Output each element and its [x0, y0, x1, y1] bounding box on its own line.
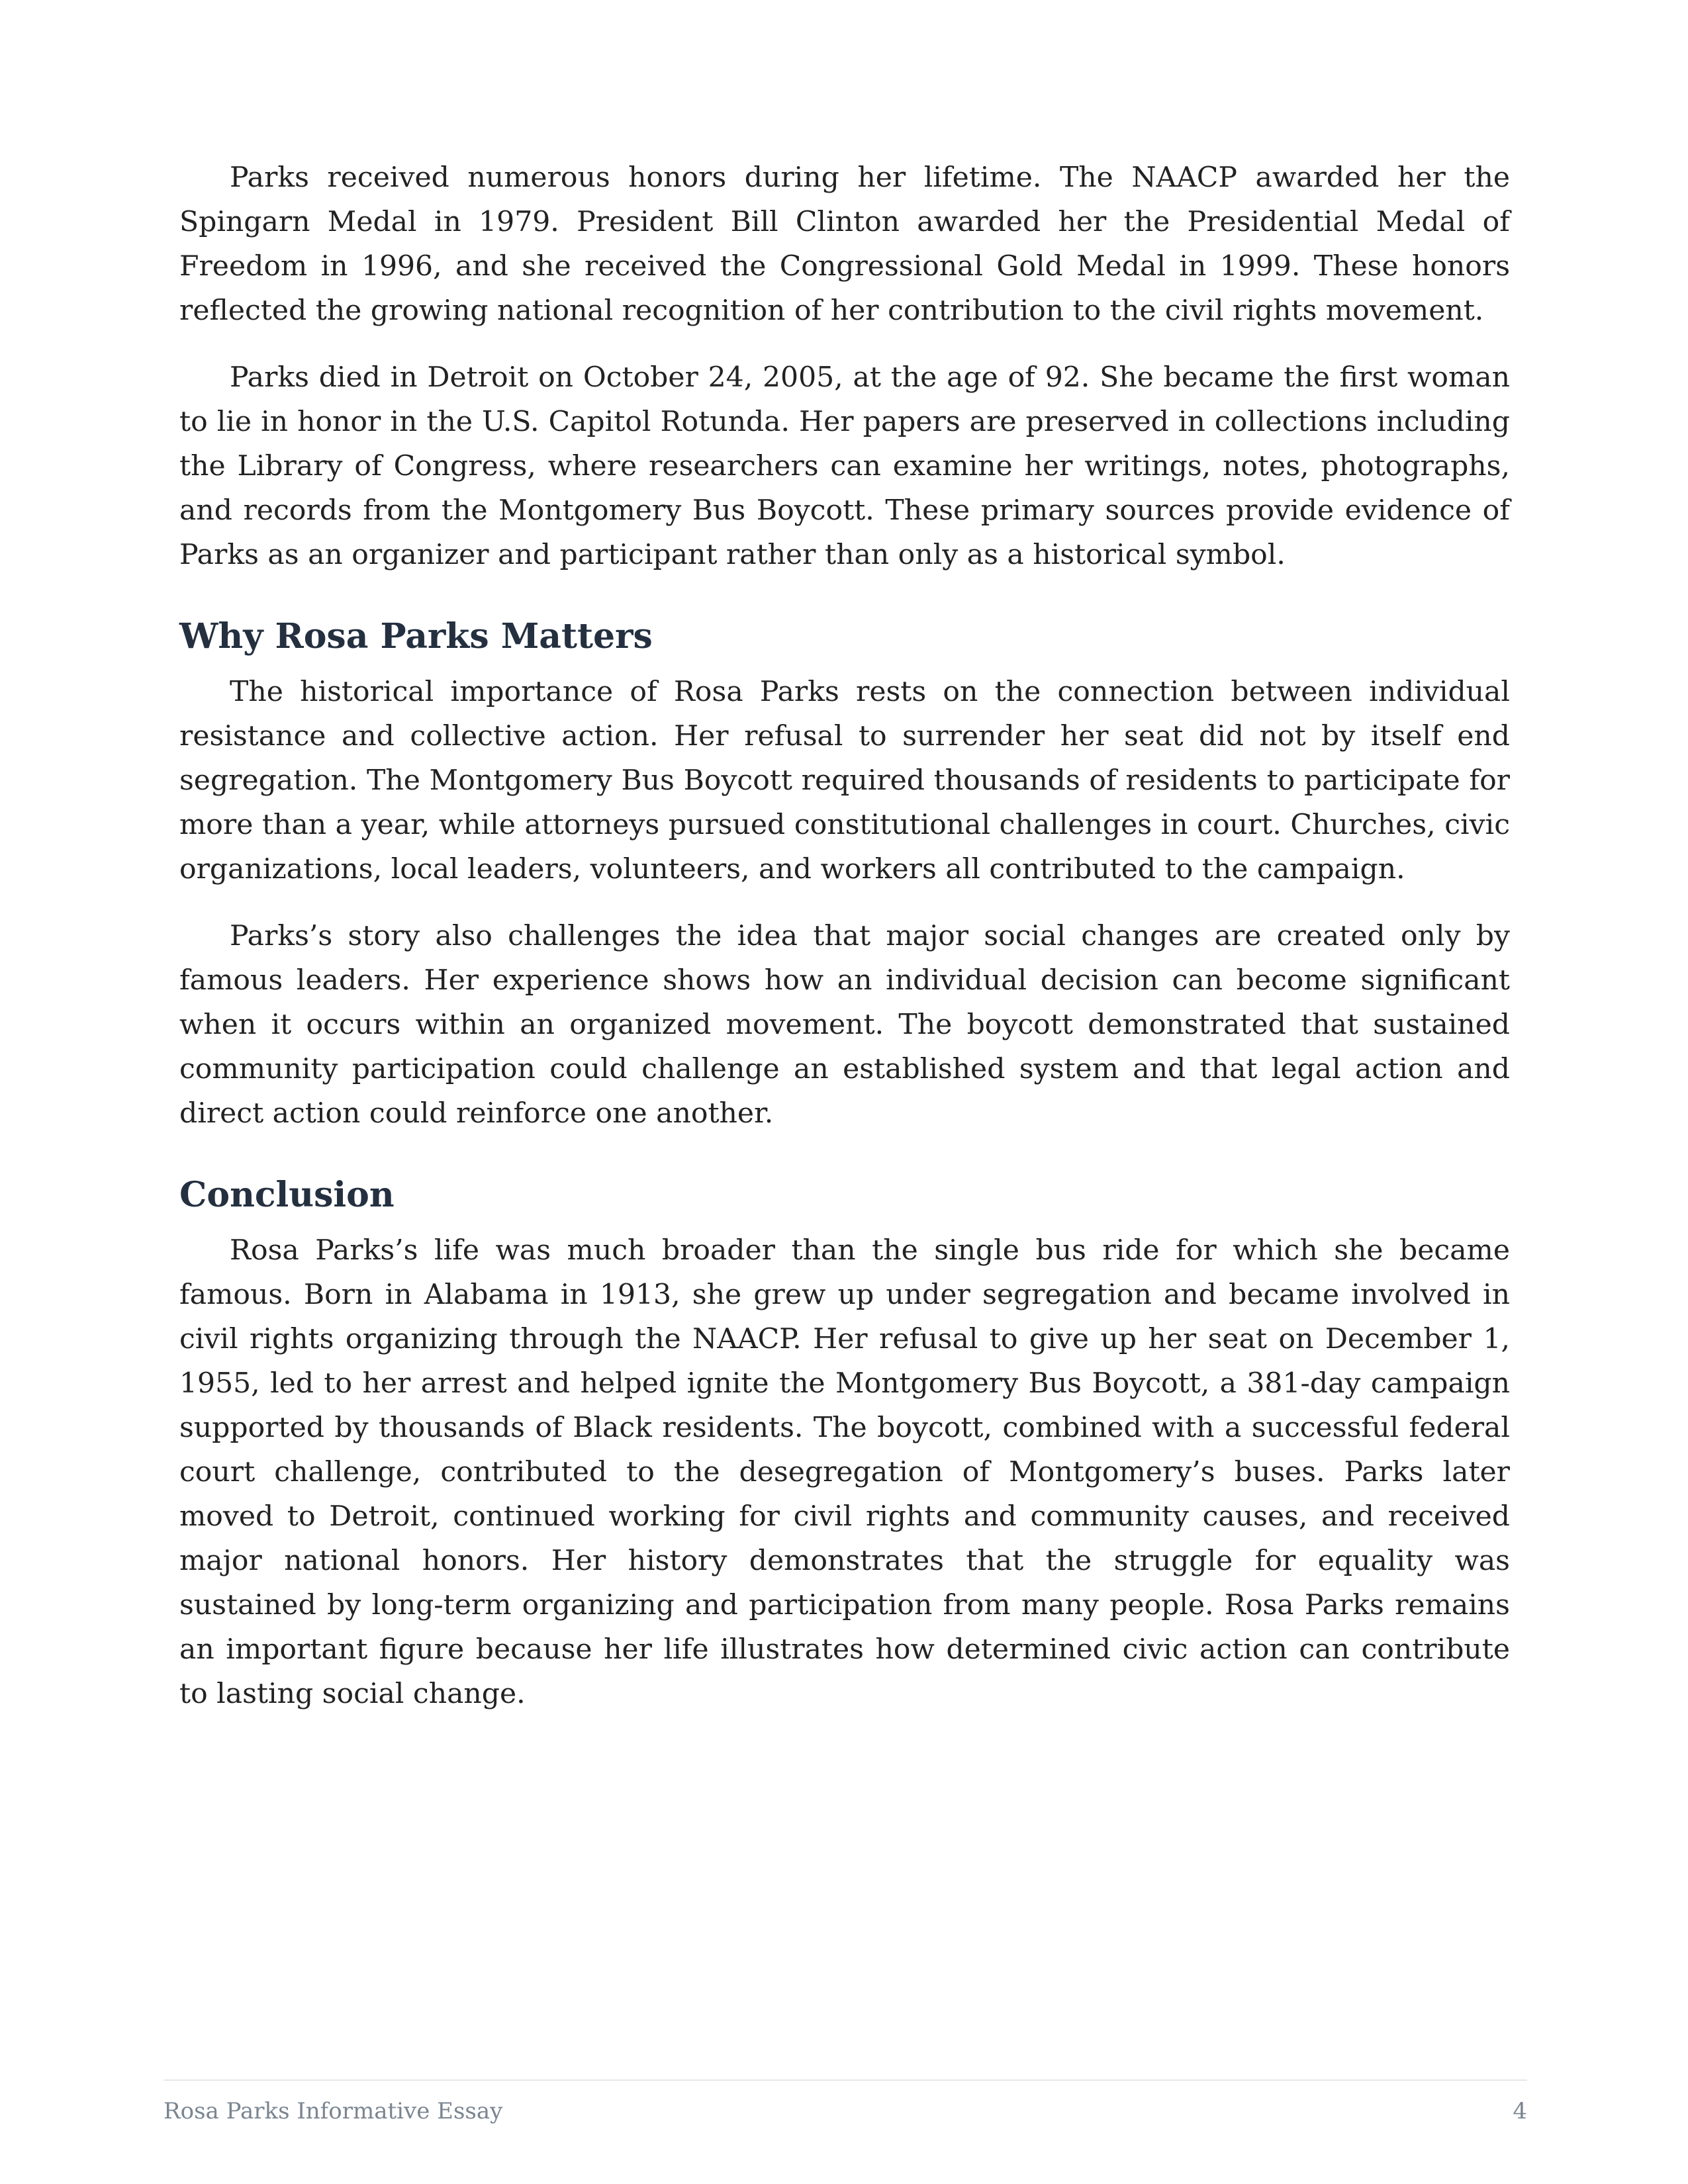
paragraph-conclusion: Rosa Parks’s life was much broader than the single bus ride for which she became famous. Born in Alabama in 1913, she grew up under segregation and became involved in civil rights organizing through the NAACP. Her refusal to give up her seat on December 1, 1955, led to her arrest and helped ignite the Montgomery Bus Boycott, a 381-day campaign supported by thousands of Black residents. The boycott, combined with a successful federal court challenge, contributed to the desegregation of Montgomery’s buses. Parks later moved to Detroit, continued working for civil rights and community causes, and received major national honors. Her history demonstrates that the struggle for equality was sustained by long-term organizing and participation from many people. Rosa Parks remains an important figure because her life illustrates how determined civic action can contribute to lasting social change. [179, 1234, 1510, 1710]
section-heading-conclusion: Conclusion [179, 1175, 395, 1215]
paragraph-death-legacy: Parks died in Detroit on October 24, 2005, at the age of 92. She became the first woman to lie in honor in the U.S. Capitol Rotunda. Her papers are preserved in collections including the Library of Congress, where researchers can examine her writings, notes, photographs, and records from the Montgomery Bus Boycott. These primary sources provide evidence of Parks as an organizer and participant rather than only as a historical symbol. [179, 361, 1510, 571]
footer-document-title: Rosa Parks Informative Essay [164, 2098, 503, 2124]
paragraph-historical-importance: The historical importance of Rosa Parks rests on the connection between individual resistance and collective action. Her refusal to surrender her seat did not by itself end segregation. The Montgomery Bus Boycott required thousands of residents to participate for more than a year, while attorneys pursued constitutional challenges in court. Churches, civic organizations, local leaders, volunteers, and workers all contributed to the campaign. [179, 676, 1510, 886]
section-heading-why-rosa-parks-matters: Why Rosa Parks Matters [179, 616, 653, 657]
footer-page-number: 4 [1513, 2098, 1527, 2124]
document-body [179, 156, 1510, 1739]
paragraph-story-challenges: Parks’s story also challenges the idea that major social changes are created only by famous leaders. Her experience shows how an individual decision can become significant when it occurs within an organized movement. The boycott demonstrated that sustained community participation could challenge an established system and that legal action and direct action could reinforce one another. [179, 920, 1510, 1130]
paragraph-honors: Parks received numerous honors during her lifetime. The NAACP awarded her the Spingarn Medal in 1979. President Bill Clinton awarded her the Presidential Medal of Freedom in 1996, and she received the Congressional Gold Medal in 1999. These honors reflected the growing national recognition of her contribution to the civil rights movement. [179, 161, 1510, 327]
page-footer [164, 2079, 1527, 2124]
